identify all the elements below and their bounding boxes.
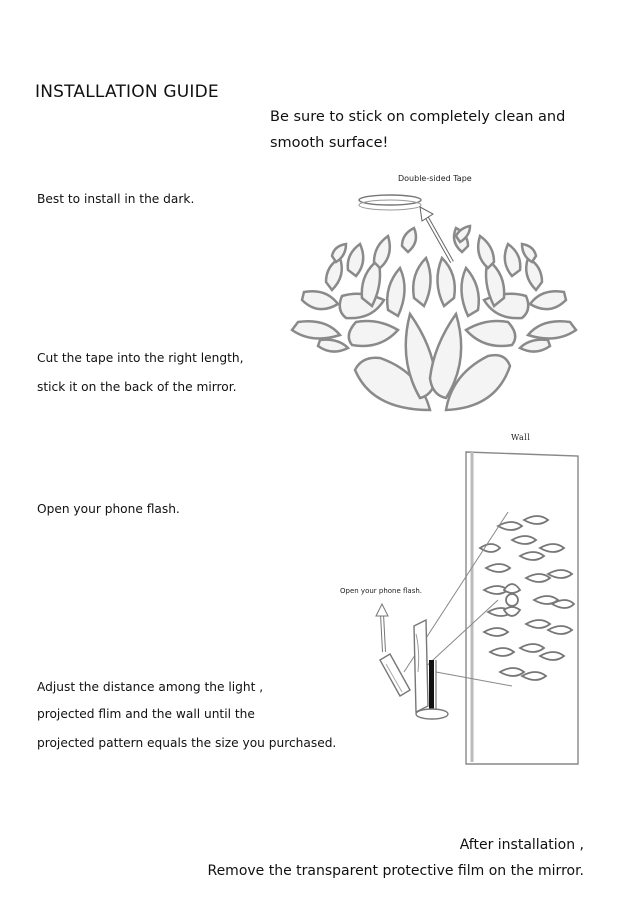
tape-label: Double-sided Tape — [398, 174, 472, 183]
footer-line-1: After installation , — [459, 837, 584, 853]
film-stand-icon — [414, 620, 448, 719]
warning-line-1: Be sure to stick on completely clean and — [270, 109, 566, 125]
guide-title: INSTALLATION GUIDE — [35, 82, 219, 102]
phone-icon — [380, 654, 410, 696]
leaf-mirror-cluster — [292, 226, 576, 410]
flash-label: Open your phone flash. — [340, 587, 423, 595]
step-install-dark: Best to install in the dark. — [37, 192, 195, 206]
step-adjust-line-1: Adjust the distance among the light , — [37, 680, 264, 694]
step-adjust-line-2: projected flim and the wall until the — [37, 707, 255, 721]
footer-line-2: Remove the transparent protective film on the mirror. — [207, 863, 584, 879]
step-adjust-line-3: projected pattern equals the size you purchased. — [37, 736, 337, 750]
step-cut-tape-line-2: stick it on the back of the mirror. — [37, 380, 237, 394]
tape-arrow-icon — [420, 207, 452, 262]
warning-line-2: smooth surface! — [270, 135, 389, 151]
flash-arrow-icon — [376, 604, 388, 652]
wall-label: Wall — [511, 433, 531, 442]
step-phone-flash: Open your phone flash. — [37, 502, 180, 516]
tape-icon — [359, 195, 421, 210]
step-cut-tape-line-1: Cut the tape into the right length, — [37, 351, 244, 365]
